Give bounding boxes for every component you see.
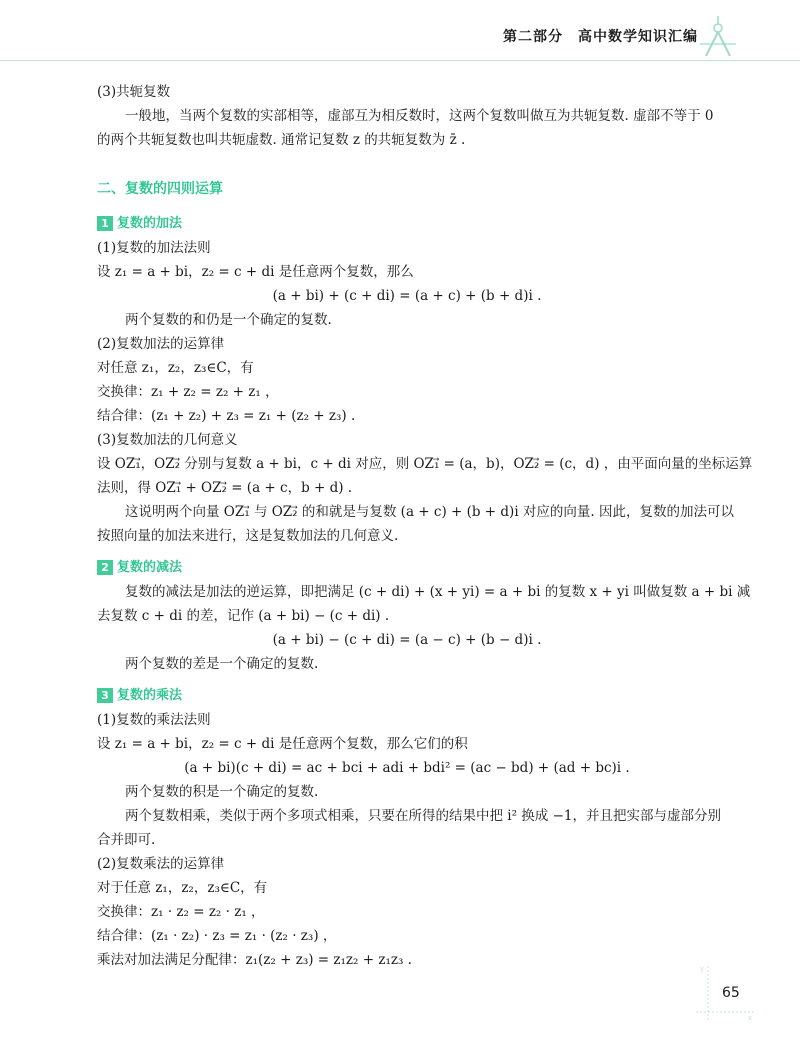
subsection-heading <box>97 682 717 708</box>
text-line: (1)复数的乘法法则 <box>97 712 211 728</box>
text-line: 交换律：z₁ + z₂ = z₂ + z₁ ， <box>97 384 279 400</box>
text-line: 对任意 z₁，z₂，z₃∈C，有 <box>97 360 254 376</box>
subsection-number-badge: 2 <box>97 560 113 575</box>
compass-logo-icon <box>696 14 740 58</box>
page-number: 65 <box>722 985 740 1001</box>
text-line: 设 OZ₁⃗，OZ₂⃗ 分别与复数 a + bi，c + di 对应，则 OZ₁⃗ = (a，b)，OZ₂⃗ = (c，d) ，由平面向量的坐标运算 <box>97 456 753 472</box>
text-line: 去复数 c + di 的差，记作 (a + bi) − (c + di) . <box>97 608 390 624</box>
text-line: 对于任意 z₁，z₂，z₃∈C，有 <box>97 880 268 896</box>
text-line: 这说明两个向量 OZ₁⃗ 与 OZ₂⃗ 的和就是与复数 (a + c) + (b + d)i 对应的向量. 因此，复数的加法可以 <box>125 504 735 520</box>
text-line: 两个复数的和仍是一个确定的复数. <box>125 312 332 328</box>
text-line: (3)复数加法的几何意义 <box>97 432 238 448</box>
text-line: (3)共轭复数 <box>97 84 171 100</box>
text-line: 两个复数相乘，类似于两个多项式相乘，只要在所得的结果中把 i² 换成 −1，并且把实部与虚部分别 <box>125 808 722 824</box>
text-line: 结合律：(z₁ + z₂) + z₃ = z₁ + (z₂ + z₃) . <box>97 408 356 424</box>
text-line: 复数的减法是加法的逆运算，即把满足 (c + di) + (x + yi) = a + bi 的复数 x + yi 叫做复数 a + bi 减 <box>125 584 751 600</box>
subsection-label: 复数的加法 <box>117 215 183 231</box>
subsection-label: 复数的减法 <box>117 559 183 575</box>
text-line: 合并即可. <box>97 832 156 848</box>
svg-text:y: y <box>700 965 705 973</box>
text-line: (a + bi) − (c + di) = (a − c) + (b − d)i . <box>272 632 542 648</box>
text-line: (a + bi)(c + di) = ac + bci + adi + bdi² = (ac − bd) + (ad + bc)i . <box>184 760 630 776</box>
text-line: 两个复数的积是一个确定的复数. <box>125 784 319 800</box>
text-line: 设 z₁ = a + bi，z₂ = c + di 是任意两个复数，那么 <box>97 264 414 280</box>
subsection-number-badge: 1 <box>97 216 113 231</box>
subsection-heading <box>97 554 717 580</box>
text-line: 法则，得 OZ₁⃗ + OZ₂⃗ = (a + c，b + d) . <box>97 480 353 496</box>
text-line: 结合律：(z₁ · z₂) · z₃ = z₁ · (z₂ · z₃) ， <box>97 928 337 944</box>
text-line: 乘法对加法满足分配律：z₁(z₂ + z₃) = z₁z₂ + z₁z₃ . <box>97 952 412 968</box>
text-line: (a + bi) + (c + di) = (a + c) + (b + d)i . <box>272 288 542 304</box>
header-rule <box>0 60 800 61</box>
text-line: (2)复数乘法的运算律 <box>97 856 225 872</box>
svg-text:x: x <box>748 1014 753 1022</box>
text-line: 设 z₁ = a + bi，z₂ = c + di 是任意两个复数，那么它们的积 <box>97 736 468 752</box>
text-line: 按照向量的加法来进行，这是复数加法的几何意义. <box>97 528 399 544</box>
text-line: 的两个共轭复数也叫共轭虚数. 通常记复数 z 的共轭复数为 z̄ . <box>97 132 466 148</box>
subsection-heading <box>97 210 717 236</box>
text-line: (1)复数的加法法则 <box>97 240 211 256</box>
subsection-number-badge: 3 <box>97 688 113 703</box>
text-line: (2)复数加法的运算律 <box>97 336 225 352</box>
body-text <box>97 80 753 972</box>
subsection-label: 复数的乘法 <box>117 687 183 703</box>
text-line: 交换律：z₁ · z₂ = z₂ · z₁ ， <box>97 904 265 920</box>
text-line: 一般地，当两个复数的实部相等，虚部互为相反数时，这两个复数叫做互为共轭复数. 虚部不等于 0 <box>125 108 714 124</box>
text-line: 两个复数的差是一个确定的复数. <box>125 656 319 672</box>
section-title: 二、复数的四则运算 <box>97 181 223 197</box>
running-header: 第二部分 高中数学知识汇编 <box>503 29 698 45</box>
